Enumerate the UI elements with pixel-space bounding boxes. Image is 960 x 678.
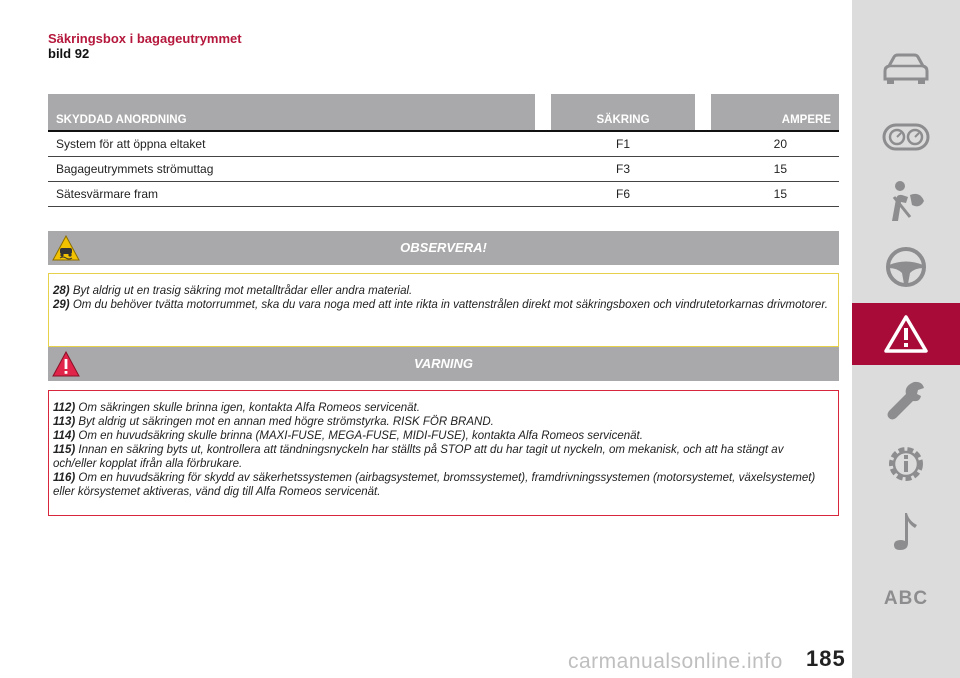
observera-header [48,231,839,265]
sidebar-item-steering[interactable] [852,236,960,298]
fuse-cell: F3 [551,157,695,182]
chapter-sidebar [852,0,960,678]
fuse-table [48,94,839,207]
column-header-ampere: AMPERE [711,94,839,131]
sidebar-item-index[interactable] [852,568,960,630]
device-cell: Sätesvärmare fram [48,182,535,207]
column-gap [695,94,711,131]
page-number: 185 [806,646,846,671]
music-note-icon [891,509,921,553]
index-label: ABC [883,588,929,609]
warning-item: 112) Om säkringen skulle brinna igen, kontakta Alfa Romeos servicenät. [53,402,420,414]
observera-box [48,273,839,347]
varning-title: VARNING [414,356,473,371]
device-cell: System för att öppna eltaket [48,131,535,157]
device-cell: Bagageutrymmets strömuttag [48,157,535,182]
ampere-cell: 15 [711,182,839,207]
section-heading [48,31,242,61]
sidebar-item-maintenance[interactable] [852,369,960,431]
sidebar-item-multimedia[interactable] [852,500,960,562]
sidebar-item-safety[interactable] [852,170,960,232]
varning-box [48,390,839,516]
table-row [48,157,839,182]
table-row [48,131,839,157]
exclamation-warning-icon [52,351,80,377]
sidebar-item-technical-data[interactable] [852,433,960,495]
ampere-cell: 20 [711,131,839,157]
table-row [48,182,839,207]
car-icon [883,52,929,86]
column-gap [535,94,551,131]
seatbelt-airbag-icon [884,179,928,223]
fuse-cell: F1 [551,131,695,157]
observera-title: OBSERVERA! [400,240,487,255]
warning-item: 116) Om en huvudsäkring för skydd av säkerhetssystemen (airbagsystemet, bromssystemet), framdrivningssystemen (motorsystemet, växelsystemet) eller körsystemet aktiveras, vänd dig till Alfa Romeos servicenät. [53,472,816,498]
column-header-device: SKYDDAD ANORDNING [48,94,535,131]
section-title: Säkringsbox i bagageutrymmet [48,31,242,46]
sidebar-item-car[interactable] [852,38,960,100]
dashboard-gauges-icon [882,122,930,152]
warning-item: 115) Innan en säkring byts ut, kontrollera att tändningsnyckeln har ställts på STOP att du har tagit ut nyckeln, om mekanisk, och att ha stängt av och/eller kopplat ifrån alla förbrukare. [53,444,784,470]
fuse-cell: F6 [551,182,695,207]
steering-wheel-icon [885,246,927,288]
warning-item: 113) Byt aldrig ut säkringen mot en annan med högre strömstyrka. RISK FÖR BRAND. [53,416,494,428]
sidebar-item-dashboard[interactable] [852,106,960,168]
watermark: carmanualsonline.info [568,650,783,673]
note-item: 28) Byt aldrig ut en trasig säkring mot metalltrådar eller andra material. [53,285,413,297]
warning-triangle-icon [883,314,929,354]
info-gear-icon [884,442,928,486]
warning-item: 114) Om en huvudsäkring skulle brinna (MAXI-FUSE, MEGA-FUSE, MIDI-FUSE), kontakta Alfa Romeos servicenät. [53,430,643,442]
table-header-row [48,94,839,131]
ampere-cell: 15 [711,157,839,182]
car-skid-warning-icon [52,235,80,261]
varning-header [48,347,839,381]
wrench-icon [884,378,928,422]
figure-reference: bild 92 [48,46,90,61]
column-header-fuse: SÄKRING [551,94,695,131]
sidebar-item-warnings[interactable] [852,303,960,365]
note-item: 29) Om du behöver tvätta motorrummet, ska du vara noga med att inte rikta in vattenstrålen direkt mot säkringsboxen och vindrutetorkarnas drivmotorer. [53,299,828,311]
